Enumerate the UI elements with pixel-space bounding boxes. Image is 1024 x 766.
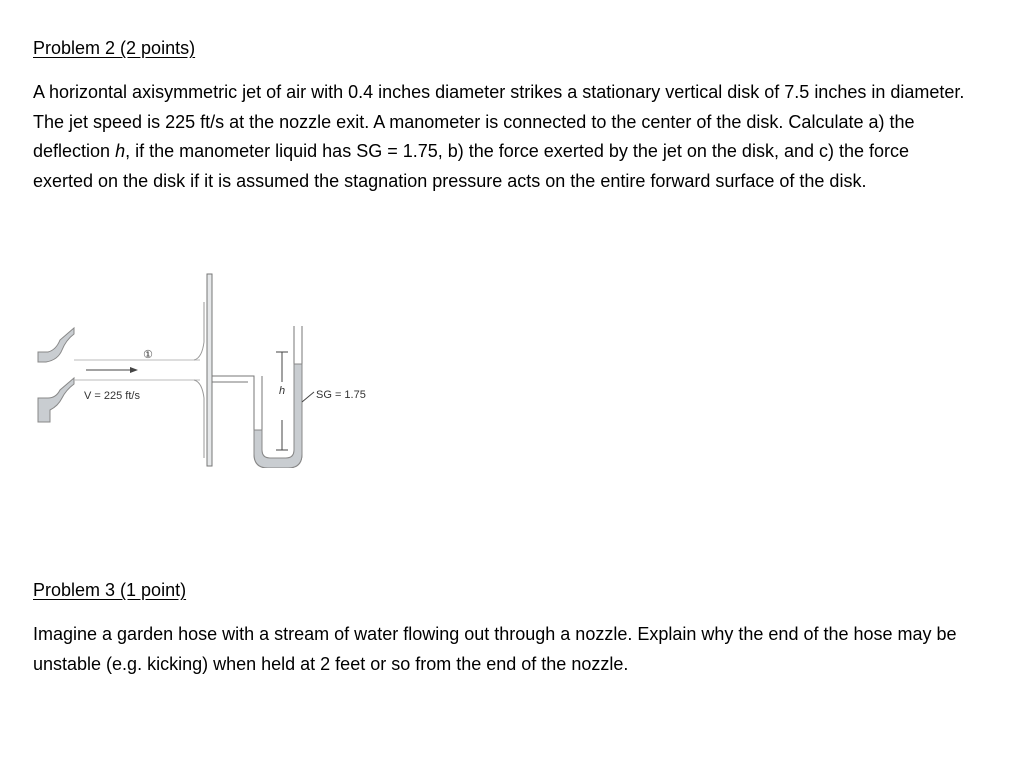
sg-label: SG = 1.75 [316, 389, 366, 401]
jet-manometer-figure [36, 272, 396, 468]
h-label: h [279, 385, 286, 397]
problem-3-text: Imagine a garden hose with a stream of water flowing out through a nozzle. Explain why the end of the hose may be unstable (e.g. kicking) when held at 2 feet or so from the end of the nozzle. [33, 624, 957, 674]
jet-flow-arrow [86, 367, 138, 373]
problem-2-text [33, 78, 973, 196]
point-1-label: ① [143, 349, 153, 361]
sg-leader [302, 392, 314, 402]
manometer-liquid [254, 364, 302, 468]
problem-2-text-part-2: , if the manometer liquid has SG = 1.75, b) the force exerted by the jet on the disk, and c) the force exerted on the disk if it is assumed the stagnation pressure acts on the entire forward surface of the disk. [33, 141, 910, 191]
manometer [212, 326, 302, 468]
h-dimension [276, 352, 288, 450]
jet-deflection-down [194, 380, 204, 458]
problem-2-text-part-1: A horizontal axisymmetric jet of air with 0.4 inches diameter strikes a stationary vertical disk of 7.5 inches in diameter. The jet speed is 225 ft/s at the nozzle exit. A manometer is connected to the center of the disk. Calculate a) the deflection [33, 82, 965, 161]
velocity-label: V = 225 ft/s [84, 390, 140, 402]
nozzle [38, 328, 74, 422]
disk [207, 274, 212, 466]
variable-h: h [115, 141, 126, 161]
problem-2-heading: Problem 2 (2 points) [33, 38, 196, 58]
jet-deflection-up [194, 302, 204, 360]
problem-3-heading: Problem 3 (1 point) [33, 580, 187, 600]
